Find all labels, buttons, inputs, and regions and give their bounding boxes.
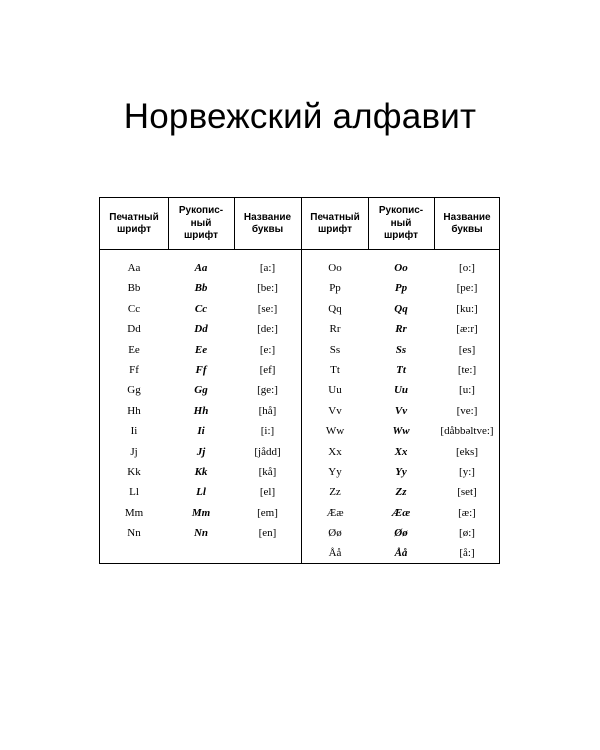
letter-name: [ø:] <box>459 527 475 540</box>
letter-name: [se:] <box>257 302 278 315</box>
table-row <box>100 278 301 298</box>
table-row <box>100 503 301 523</box>
script-letter: Zz <box>395 486 407 499</box>
table-row <box>100 401 301 421</box>
printed-letter: Ff <box>129 363 139 376</box>
script-letter: Ww <box>392 425 410 438</box>
script-letter: Rr <box>395 323 407 336</box>
script-letter: Xx <box>394 445 408 458</box>
script-letter: Ff <box>195 363 207 376</box>
script-letter: Pp <box>394 282 408 295</box>
script-letter: Bb <box>194 282 208 295</box>
table-row <box>302 258 500 278</box>
letter-name: [i:] <box>260 425 275 438</box>
script-letter: Oo <box>394 262 408 274</box>
script-letter: Øø <box>394 527 408 540</box>
letter-name: [te:] <box>457 363 477 376</box>
table-row <box>100 380 301 400</box>
table-row <box>302 360 500 380</box>
printed-letter: Pp <box>329 282 341 295</box>
printed-letter: Ww <box>325 425 345 438</box>
printed-letter: Uu <box>328 384 342 397</box>
table-row <box>100 340 301 360</box>
printed-letter: Jj <box>130 445 138 458</box>
letter-name: [ge:] <box>257 384 278 397</box>
table-row <box>302 340 500 360</box>
letter-name: [ef] <box>259 363 276 376</box>
script-letter: Nn <box>193 527 209 540</box>
table-row <box>100 421 301 441</box>
script-letter: Qq <box>394 302 408 315</box>
letter-name: [set] <box>457 486 477 499</box>
script-letter: Ææ <box>391 506 411 519</box>
table-header-right <box>302 198 500 250</box>
table-row <box>302 503 500 523</box>
letter-name: [e:] <box>259 343 276 356</box>
letter-name: [ku:] <box>456 302 478 315</box>
script-letter: Kk <box>194 465 208 478</box>
printed-letter: Cc <box>127 302 141 315</box>
letter-name: [es] <box>458 343 476 356</box>
table-row <box>100 523 301 543</box>
script-letter: Ss <box>395 343 407 356</box>
printed-letter: Nn <box>127 527 141 540</box>
letter-name: [be:] <box>257 282 278 295</box>
script-letter: Cc <box>194 302 208 315</box>
table-row <box>100 462 301 482</box>
printed-letter: Aa <box>127 262 141 274</box>
printed-letter: Ee <box>128 343 140 356</box>
letter-name: [el] <box>259 486 276 499</box>
printed-letter: Ii <box>130 425 138 438</box>
letter-name: [å:] <box>459 547 475 560</box>
printed-letter: Oo <box>328 262 342 274</box>
printed-letter: Rr <box>329 323 341 336</box>
printed-letter: Vv <box>328 404 342 417</box>
script-letter: Jj <box>196 445 206 458</box>
letter-name: [hå] <box>258 404 277 417</box>
header-printed: Печатный шрифт <box>109 211 159 235</box>
table-row <box>100 482 301 502</box>
header-handwritten: Рукопис- ный шрифт <box>378 205 424 242</box>
script-letter: Gg <box>194 384 208 397</box>
letter-name: [æ:] <box>458 506 476 519</box>
letter-name: [pe:] <box>456 282 478 295</box>
script-letter: Tt <box>396 363 406 376</box>
table-right-half <box>301 198 500 563</box>
left-rows <box>100 258 301 543</box>
printed-letter: Ss <box>329 343 341 356</box>
table-row <box>100 360 301 380</box>
table-row <box>100 442 301 462</box>
printed-letter: Kk <box>127 465 141 478</box>
printed-letter: Hh <box>127 404 141 417</box>
table-row <box>302 462 500 482</box>
script-letter: Mm <box>191 506 211 519</box>
script-letter: Ee <box>194 343 208 356</box>
script-letter: Yy <box>395 465 407 478</box>
letter-name: [jådd] <box>254 445 281 458</box>
script-letter: Åå <box>394 547 408 560</box>
table-row <box>302 442 500 462</box>
table-row <box>302 543 500 563</box>
table-row <box>302 401 500 421</box>
letter-name: [en] <box>258 527 277 540</box>
script-letter: Uu <box>393 384 409 397</box>
header-name: Название буквы <box>443 211 491 235</box>
table-row <box>302 319 500 339</box>
table-left-half <box>100 198 301 563</box>
printed-letter: Øø <box>328 527 342 540</box>
printed-letter: Ll <box>129 486 139 499</box>
printed-letter: Zz <box>329 486 341 499</box>
alphabet-table <box>99 197 500 564</box>
table-header-left <box>100 198 301 250</box>
letter-name: [æ:r] <box>456 323 478 336</box>
script-letter: Aa <box>194 262 208 274</box>
letter-name: [eks] <box>456 445 478 458</box>
table-row <box>302 523 500 543</box>
printed-letter: Gg <box>127 384 141 397</box>
script-letter: Ll <box>196 486 206 499</box>
right-rows <box>302 258 500 564</box>
printed-letter: Qq <box>328 302 342 315</box>
letter-name: [y:] <box>459 465 475 478</box>
letter-name: [a:] <box>259 262 276 274</box>
printed-letter: Åå <box>328 547 342 560</box>
letter-name: [u:] <box>459 384 475 397</box>
table-row <box>302 299 500 319</box>
printed-letter: Dd <box>127 323 141 336</box>
printed-letter: Tt <box>330 363 340 376</box>
printed-letter: Mm <box>124 506 144 519</box>
script-letter: Dd <box>194 323 208 336</box>
letter-name: [kå] <box>258 465 277 478</box>
letter-name: [em] <box>257 506 278 519</box>
script-letter: Hh <box>193 404 209 417</box>
header-handwritten: Рукопис- ный шрифт <box>178 205 224 242</box>
printed-letter: Xx <box>328 445 342 458</box>
printed-letter: Ææ <box>326 506 344 519</box>
page-title: Норвежский алфавит <box>123 97 477 136</box>
printed-letter: Yy <box>328 465 342 478</box>
table-row <box>302 421 500 441</box>
header-name: Название буквы <box>243 211 292 235</box>
script-letter: Ii <box>197 425 205 438</box>
table-row <box>302 482 500 502</box>
header-printed: Печатный шрифт <box>310 211 360 235</box>
table-row <box>100 319 301 339</box>
table-row <box>100 299 301 319</box>
table-row <box>302 380 500 400</box>
table-row <box>302 278 500 298</box>
letter-name: [ve:] <box>456 404 478 417</box>
letter-name: [de:] <box>257 323 278 336</box>
letter-name: [o:] <box>459 262 475 274</box>
table-row <box>100 258 301 278</box>
printed-letter: Bb <box>127 282 141 295</box>
script-letter: Vv <box>394 404 408 417</box>
letter-name: [dåbbəltve:] <box>440 425 494 438</box>
